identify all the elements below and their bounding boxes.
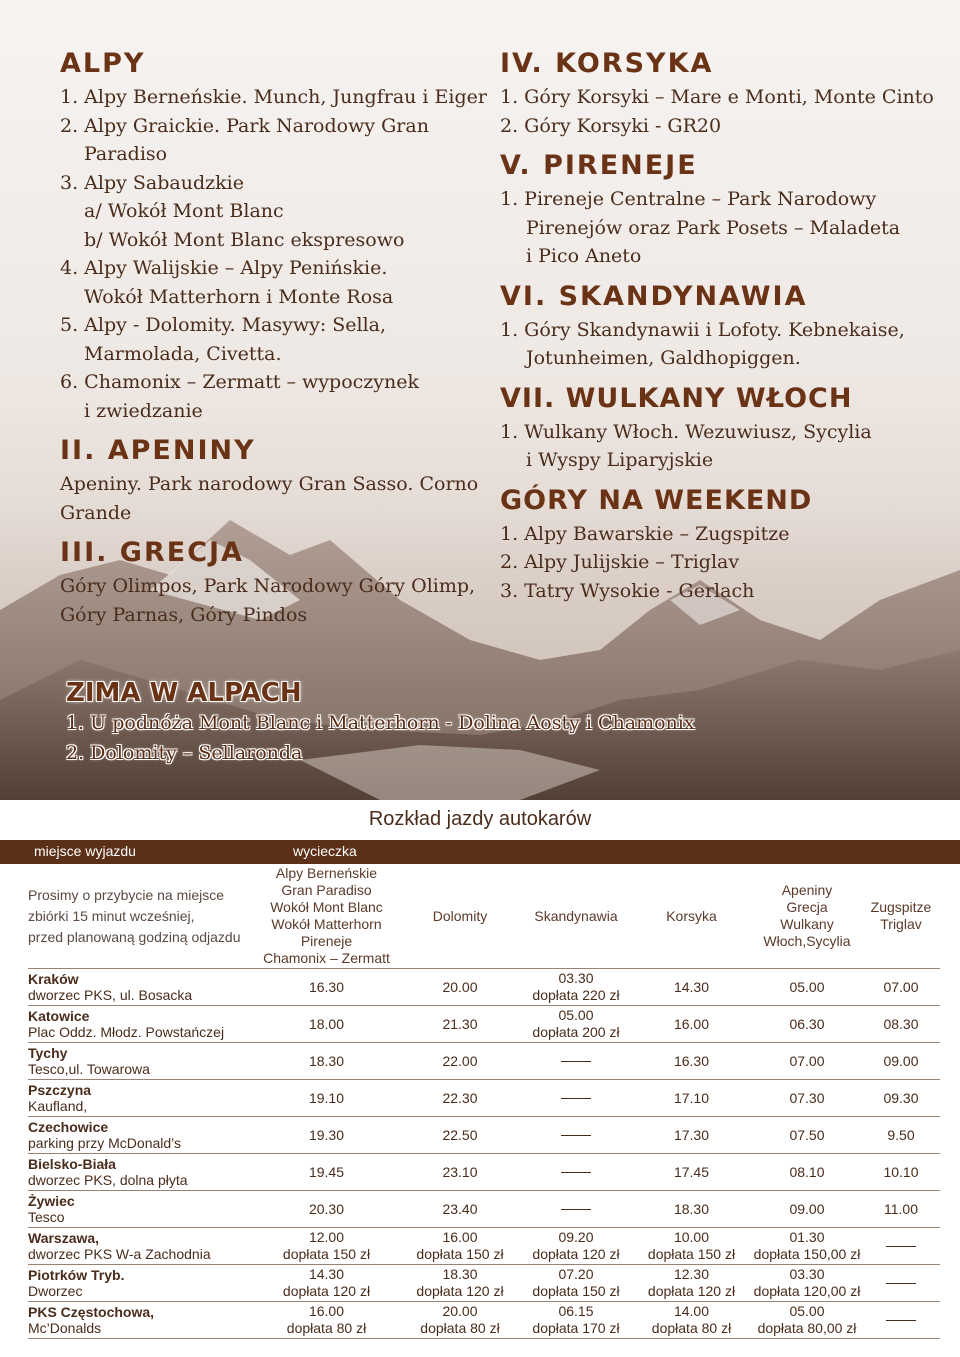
departure-time: 09.20 [558, 1229, 594, 1245]
departure-time: 07.50 [789, 1126, 825, 1143]
departure-time-cell [752, 1080, 862, 1117]
alpy-line: i zwiedzanie [84, 399, 203, 422]
alpy-line: 2. Alpy Graickie. Park Narodowy Gran [60, 114, 429, 137]
arrival-note [28, 864, 254, 969]
departure-time-cell [521, 1117, 631, 1154]
city-name: PKS Częstochowa, [28, 1304, 155, 1320]
stop-address: Mc’Donalds [28, 1320, 102, 1336]
surcharge: dopłata 200 zł [532, 1024, 620, 1040]
departure-time-cell [521, 1006, 631, 1043]
surcharge: dopłata 150 zł [647, 1246, 736, 1262]
note-line: przed planowaną godziną odjazdu [28, 928, 241, 945]
weekend-line: 1. Alpy Bawarskie – Zugspitze [500, 522, 790, 545]
section-title-apeniny: II. APENINY [60, 435, 256, 466]
departure-time-cell [399, 1228, 521, 1265]
departure-time-cell [752, 1265, 862, 1302]
departure-time: 22.30 [442, 1089, 478, 1106]
departure-time-cell [862, 1228, 940, 1265]
column-header-line: Wokół Matterhorn [271, 916, 382, 932]
zima-section [66, 678, 960, 768]
table-row [28, 1117, 940, 1154]
section-title-alpy: ALPY [60, 48, 146, 79]
no-departure-dash [521, 1127, 631, 1144]
section-title-skandynawia: VI. SKANDYNAWIA [500, 280, 808, 312]
departure-time-cell [254, 1265, 399, 1302]
departure-time-cell [399, 969, 521, 1006]
departure-place [28, 1191, 254, 1228]
column-header [631, 864, 752, 969]
departure-time: 06.30 [789, 1015, 825, 1032]
zima-title: ZIMA W ALPACH [66, 678, 302, 708]
departure-time-cell [631, 1302, 752, 1339]
stop-address: Tesco [28, 1209, 65, 1225]
departure-time-cell [862, 1154, 940, 1191]
departure-time: 16.00 [308, 1303, 345, 1319]
departure-time-cell [254, 1302, 399, 1339]
departure-time: 23.10 [442, 1163, 478, 1180]
departure-time: 12.00 [308, 1229, 345, 1245]
departure-time: 14.30 [673, 978, 710, 995]
pireneje-line: 1. Pireneje Centralne – Park Narodowy [500, 188, 877, 210]
surcharge: dopłata 170 zł [532, 1320, 620, 1336]
departure-time: 05.00 [789, 1303, 825, 1319]
schedule-table [28, 864, 940, 1339]
departure-time-cell [862, 969, 940, 1006]
alpy-line: 1. Alpy Berneńskie. Munch, Jungfrau i Eiger [60, 86, 487, 108]
column-header-line: Wokół Mont Blanc [270, 899, 383, 915]
departure-time-cell [752, 1191, 862, 1228]
column-header-line: Alpy Berneńskie [275, 865, 378, 881]
grecja-line: Góry Olimpos, Park Narodowy Góry Olimp, [60, 575, 476, 597]
table-row [28, 1191, 940, 1228]
departure-place [28, 1006, 254, 1043]
departure-time-cell [521, 969, 631, 1006]
table-row [28, 1265, 940, 1302]
table-row [28, 1302, 940, 1339]
alpy-line: Wokół Matterhorn i Monte Rosa [84, 285, 394, 308]
weekend-line: 2. Alpy Julijskie – Triglav [500, 551, 740, 573]
city-name: Tychy [28, 1045, 68, 1061]
departure-time-cell [399, 1191, 521, 1228]
departure-time: 17.30 [673, 1126, 710, 1143]
apeniny-line: Apeniny. Park narodowy Gran Sasso. Corno [60, 473, 479, 495]
departure-time: 20.30 [308, 1200, 345, 1217]
departure-time: 05.00 [558, 1007, 594, 1023]
departure-label: miejsce wyjazdu [34, 843, 136, 859]
departure-time-cell [862, 1302, 940, 1339]
departure-time-cell [631, 1080, 752, 1117]
surcharge: dopłata 150,00 zł [753, 1246, 861, 1262]
section-title-korsyka: IV. KORSYKA [500, 48, 714, 79]
column-header-line: Pireneje [300, 933, 353, 949]
surcharge: dopłata 80 zł [420, 1320, 500, 1336]
schedule-header-bar [0, 840, 960, 864]
departure-time-cell [631, 1006, 752, 1043]
departure-time-cell [862, 1117, 940, 1154]
departure-time: 09.00 [883, 1052, 919, 1069]
column-header [752, 864, 862, 969]
trip-label: wycieczka [293, 843, 357, 859]
zima-item: 2. Dolomity – Sellaronda [66, 742, 303, 764]
no-departure-dash [521, 1053, 631, 1070]
surcharge: dopłata 120,00 zł [753, 1283, 861, 1299]
departure-time-cell [631, 1191, 752, 1228]
stop-address: dworzec PKS, ul. Bosacka [28, 987, 193, 1003]
section-title-weekend: GÓRY NA WEEKEND [500, 484, 813, 516]
departure-place [28, 1265, 254, 1302]
departure-time: 01.30 [789, 1229, 825, 1245]
departure-time-cell [254, 1228, 399, 1265]
table-row [28, 1043, 940, 1080]
departure-time-cell [521, 1154, 631, 1191]
departure-time: 10.00 [673, 1229, 710, 1245]
no-departure-dash [862, 1312, 940, 1329]
departure-time-cell [631, 1117, 752, 1154]
departure-time-cell [399, 1117, 521, 1154]
surcharge: dopłata 150 zł [532, 1283, 620, 1299]
dash-line [886, 1320, 916, 1321]
column-header-line: Skandynawia [534, 907, 618, 924]
departure-time: 19.10 [308, 1089, 345, 1106]
table-row [28, 1006, 940, 1043]
departure-time: 20.00 [442, 978, 478, 995]
departure-time: 19.45 [308, 1163, 345, 1180]
departure-place [28, 1228, 254, 1265]
dash-line [886, 1283, 916, 1284]
departure-time: 16.30 [673, 1052, 710, 1069]
stop-address: Kaufland, [28, 1098, 88, 1114]
surcharge: dopłata 120 zł [647, 1283, 736, 1299]
departure-time-cell [399, 1154, 521, 1191]
column-header-line: Grecja [786, 899, 828, 915]
no-departure-dash [521, 1090, 631, 1107]
section-title-pireneje: V. PIRENEJE [500, 150, 698, 181]
departure-time-cell [399, 1265, 521, 1302]
surcharge: dopłata 120 zł [282, 1283, 371, 1299]
table-row [28, 1080, 940, 1117]
departure-time-cell [399, 1006, 521, 1043]
departure-time: 03.30 [558, 970, 594, 986]
departure-place [28, 969, 254, 1006]
departure-time-cell [631, 1265, 752, 1302]
departure-time-cell [862, 1265, 940, 1302]
departure-time-cell [752, 969, 862, 1006]
pireneje-line: i Pico Aneto [526, 245, 642, 267]
departure-time: 17.45 [673, 1163, 710, 1180]
departure-time-cell [254, 1006, 399, 1043]
no-departure-dash [521, 1164, 631, 1181]
column-header [254, 864, 399, 969]
city-name: Żywiec [28, 1193, 75, 1209]
departure-time-cell [521, 1228, 631, 1265]
column-header-line: Dolomity [432, 907, 488, 924]
departure-time: 9.50 [887, 1126, 915, 1143]
no-departure-dash [862, 1275, 940, 1292]
departure-time-cell [631, 969, 752, 1006]
grecja-line: Góry Parnas, Góry Pindos [60, 603, 308, 626]
departure-time-cell [752, 1043, 862, 1080]
departure-time: 14.00 [673, 1303, 710, 1319]
stop-address: Dworzec [28, 1283, 83, 1299]
city-name: Pszczyna [28, 1082, 92, 1098]
surcharge: dopłata 80,00 zł [757, 1320, 857, 1336]
dash-line [886, 1246, 916, 1247]
departure-time: 23.40 [442, 1200, 478, 1217]
skandynawia-line: Jotunheimen, Galdhopiggen. [526, 347, 801, 369]
stop-address: dworzec PKS W-a Zachodnia [28, 1246, 211, 1262]
departure-time: 16.00 [673, 1015, 710, 1032]
alpy-line: 4. Alpy Walijskie – Alpy Penińskie. [60, 257, 388, 279]
departure-time-cell [254, 1191, 399, 1228]
column-header-line: Korsyka [666, 907, 717, 924]
city-name: Piotrków Tryb. [28, 1267, 125, 1283]
stop-address: parking przy McDonald’s [28, 1135, 182, 1151]
departure-time-cell [521, 1265, 631, 1302]
departure-time-cell [399, 1043, 521, 1080]
city-name: Czechowice [28, 1119, 109, 1135]
note-line: Prosimy o przybycie na miejsce [28, 886, 225, 903]
departure-time-cell [399, 1302, 521, 1339]
departure-time-cell [752, 1302, 862, 1339]
city-name: Kraków [28, 971, 79, 987]
apeniny-line: Grande [60, 501, 132, 524]
column-header-line: Gran Paradiso [281, 882, 372, 898]
departure-time: 07.00 [789, 1052, 825, 1069]
departure-time-cell [254, 969, 399, 1006]
surcharge: dopłata 120 zł [532, 1246, 620, 1262]
surcharge: dopłata 150 zł [416, 1246, 504, 1262]
departure-time-cell [862, 1043, 940, 1080]
section-title-grecja: III. GRECJA [60, 537, 244, 568]
alpy-line: a/ Wokół Mont Blanc [84, 200, 284, 222]
right-column [500, 48, 940, 605]
departure-time: 22.50 [442, 1126, 478, 1143]
departure-time: 07.00 [883, 978, 919, 995]
departure-time-cell [862, 1191, 940, 1228]
table-row [28, 1154, 940, 1191]
departure-time: 18.00 [308, 1015, 345, 1032]
departure-time-cell [631, 1228, 752, 1265]
departure-time: 08.10 [789, 1163, 825, 1180]
city-name: Warszawa, [28, 1230, 100, 1246]
departure-time-cell [254, 1043, 399, 1080]
departure-time-cell [521, 1191, 631, 1228]
departure-time-cell [254, 1117, 399, 1154]
departure-time: 12.30 [673, 1266, 710, 1282]
departure-time: 18.30 [673, 1200, 710, 1217]
departure-time-cell [254, 1080, 399, 1117]
departure-time-cell [752, 1006, 862, 1043]
alpy-line: 6. Chamonix – Zermatt – wypoczynek [60, 371, 420, 393]
departure-time-cell [752, 1228, 862, 1265]
left-column [60, 48, 490, 629]
surcharge: dopłata 80 zł [651, 1320, 732, 1336]
column-header-line: Chamonix – Zermatt [263, 950, 390, 966]
no-departure-dash [521, 1201, 631, 1218]
departure-time: 14.30 [308, 1266, 345, 1282]
departure-time-cell [862, 1006, 940, 1043]
surcharge: dopłata 220 zł [532, 987, 620, 1003]
alpy-line: 5. Alpy - Dolomity. Masywy: Sella, [60, 314, 387, 336]
departure-time: 09.00 [789, 1200, 825, 1217]
column-header [862, 864, 940, 969]
departure-time-cell [521, 1080, 631, 1117]
departure-time-cell [752, 1117, 862, 1154]
zima-item: 1. U podnóża Mont Blanc i Matterhorn - Dolina Aosty i Chamonix [66, 712, 695, 734]
surcharge: dopłata 120 zł [416, 1283, 504, 1299]
skandynawia-line: 1. Góry Skandynawii i Lofoty. Kebnekaise, [500, 318, 905, 341]
departure-time-cell [631, 1043, 752, 1080]
departure-time-cell [399, 1080, 521, 1117]
column-header [521, 864, 631, 969]
wulkany-line: i Wyspy Liparyjskie [526, 449, 714, 471]
departure-time: 10.10 [883, 1163, 919, 1180]
column-header-line: Triglav [880, 916, 922, 932]
departure-time-cell [862, 1080, 940, 1117]
departure-time: 11.00 [884, 1200, 918, 1217]
departure-place [28, 1154, 254, 1191]
dash-line [561, 1061, 591, 1062]
departure-time-cell [254, 1154, 399, 1191]
departure-time: 07.20 [558, 1266, 594, 1282]
stop-address: Plac Oddz. Młodz. Powstańczej [28, 1024, 225, 1040]
departure-time: 06.15 [558, 1303, 594, 1319]
departure-time: 19.30 [308, 1126, 345, 1143]
column-header-line: Apeniny [781, 882, 833, 898]
departure-time: 22.00 [442, 1052, 478, 1069]
departure-time-cell [521, 1043, 631, 1080]
dash-line [561, 1209, 591, 1210]
alpy-line: 3. Alpy Sabaudzkie [60, 171, 244, 194]
departure-time: 20.00 [442, 1303, 478, 1319]
departure-time: 16.30 [308, 978, 345, 995]
schedule-title: Rozkład jazdy autokarów [368, 808, 592, 830]
pireneje-line: Pirenejów oraz Park Posets – Maladeta [526, 216, 901, 239]
table-row [28, 1228, 940, 1265]
departure-place [28, 1043, 254, 1080]
korsyka-line: 1. Góry Korsyki – Mare e Monti, Monte Cinto [500, 86, 934, 108]
column-header-line: Zugspitze [870, 899, 932, 915]
departure-place [28, 1117, 254, 1154]
dash-line [561, 1098, 591, 1099]
departure-time: 05.00 [789, 978, 825, 995]
departure-place [28, 1080, 254, 1117]
note-line: zbiórki 15 minut wcześniej, [28, 907, 195, 924]
stop-address: dworzec PKS, dolna płyta [28, 1172, 188, 1188]
departure-time-cell [752, 1154, 862, 1191]
departure-time: 16.00 [442, 1229, 478, 1245]
departure-time: 18.30 [442, 1266, 478, 1282]
departure-time-cell [631, 1154, 752, 1191]
weekend-line: 3. Tatry Wysokie - Gerlach [500, 579, 755, 602]
alpy-line: Marmolada, Civetta. [84, 342, 282, 365]
surcharge: dopłata 150 zł [282, 1246, 371, 1262]
departure-time: 09.30 [883, 1089, 919, 1106]
departure-place [28, 1302, 254, 1339]
table-row [28, 969, 940, 1006]
departure-time: 03.30 [789, 1266, 825, 1282]
city-name: Katowice [28, 1008, 90, 1024]
departure-time: 21.30 [442, 1015, 478, 1032]
stop-address: Tesco,ul. Towarowa [28, 1061, 150, 1077]
column-header-line: Wulkany [780, 916, 834, 932]
no-departure-dash [862, 1238, 940, 1255]
table-header-row [28, 864, 940, 969]
wulkany-line: 1. Wulkany Włoch. Wezuwiusz, Sycylia [500, 420, 872, 443]
departure-time-cell [521, 1302, 631, 1339]
dash-line [561, 1172, 591, 1173]
departure-time: 18.30 [308, 1052, 345, 1069]
korsyka-line: 2. Góry Korsyki - GR20 [500, 114, 722, 137]
alpy-line: Paradiso [84, 143, 168, 165]
column-header [399, 864, 521, 969]
surcharge: dopłata 80 zł [286, 1320, 367, 1336]
alpy-line: b/ Wokół Mont Blanc ekspresowo [84, 228, 405, 251]
departure-time: 17.10 [673, 1089, 710, 1106]
section-title-wulkany: VII. WULKANY WŁOCH [500, 382, 853, 414]
departure-time: 08.30 [883, 1015, 919, 1032]
departure-time: 07.30 [789, 1089, 825, 1106]
column-header-line: Włoch,Sycylia [763, 933, 851, 949]
dash-line [561, 1135, 591, 1136]
city-name: Bielsko-Biała [28, 1156, 116, 1172]
